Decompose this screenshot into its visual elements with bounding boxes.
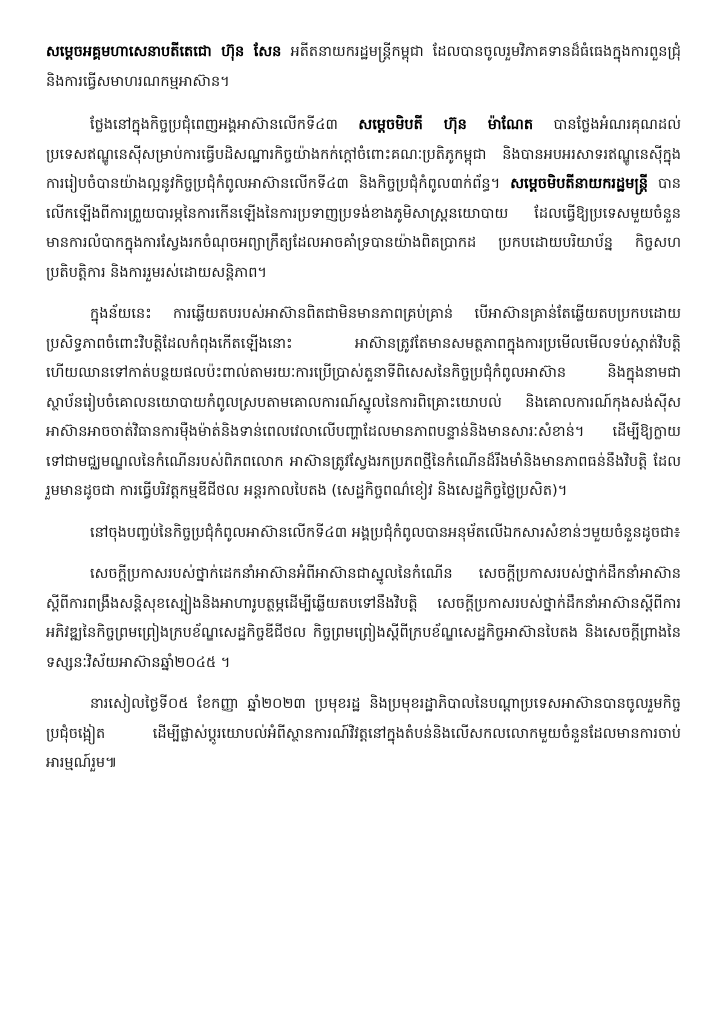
paragraph-4: នៅចុងបញ្ចប់នៃកិច្ចប្រជុំកំពូលអាស៊ានលើកទី៤៣ អង្គប្រជុំកំពូលបានអនុម័តលើឯកសារសំខាន់ៗមួយចំនួនដូចជា៖ [90, 524, 681, 541]
paragraph-2 [46, 111, 681, 288]
paragraph-1-text: អតីតនាយករដ្ឋមន្ត្រីកម្ពុជា ដែលបានចូលរួមវិភាគទានដ៏ធំធេងក្នុងការពួនជ្រុំនិងការធ្វើសមាហរណកម្មអាស៊ាន។ [46, 44, 681, 90]
paragraph-3: ក្នុងន័យនេះ ការឆ្លើយតបរបស់អាស៊ានពិតជាមិនមានភាពគ្រប់គ្រាន់ បើអាស៊ានគ្រាន់តែឆ្លើយតបប្រកបដោយប្រសិទ្ធភាពចំពោះវិបត្តិដែលកំពុងកើតឡើងនោះ អាស៊ានត្រូវតែមានសមត្ថភាពក្នុងការប្រមើលមើលទប់ស្កាត់វិបត្តិ ហើយឈានទៅកាត់បន្ថយផលប៉ះពាល់តាមរយៈការប្រើប្រាស់តួនាទីពិសេសនៃកិច្ចប្រជុំកំពូលអាស៊ាន និងក្នុងនាមជាស្ថាប័នរៀបចំគោលនយោបាយកំពូលស្របតាមគោលការណ៍ស្នូលនៃការពិគ្រោះយោបល់ និងគោលការណ៍កុងសង់ស៊ីស អាស៊ានអាចចាត់វិធានការម៉ឺងម៉ាត់និងទាន់ពេលវេលាលើបញ្ហាដែលមានភាពបន្ទាន់និងមានសារៈសំខាន់។ ដើម្បីឱ្យក្លាយទៅជាមជ្ឈមណ្ឌលនៃកំណើនរបស់ពិភពលោក អាស៊ានត្រូវស្វែងរកប្រភពថ្មីនៃកំណើនដ៏រឹងមាំនិងមានភាពធន់នឹងវិបត្តិ ដែលរួមមានដូចជា ការធ្វើបរិវត្តកម្មឌីជីថល អន្តរកាលបៃតង (សេដ្ឋកិច្ចពណ៌ខៀវ និងសេដ្ឋកិច្ចថ្លៃប្រសិត)។ [46, 306, 681, 499]
paragraph-1 [46, 38, 681, 97]
paragraph-1-bold-title: សម្ដេចអគ្គមហាសេនាបតីតេជោ ហ៊ុន សែន [46, 44, 282, 60]
paragraph-2-intro: ថ្លែងនៅក្នុងកិច្ចប្រជុំពេញអង្គអាស៊ានលើកទី៤៣ [90, 117, 359, 133]
paragraph-5: សេចក្តីប្រកាសរបស់ថ្នាក់ដេកនាំអាស៊ានអំពីអាស៊ានជាស្នូលនៃកំណើន សេចក្តីប្រកាសរបស់ថ្នាក់ដឹកនាំអាស៊ានស្តីពីការពង្រឹងសន្តិសុខស្បៀងនិងអាហារូបត្ថម្ភដើម្បីឆ្លើយតបទៅនឹងវិបត្តិ សេចក្តីប្រកាសរបស់ថ្នាក់ដឹកនាំអាស៊ានស្តីពីការអភិវឌ្ឍនៃកិច្ចព្រមព្រៀងក្របខ័ណ្ឌសេដ្ឋកិច្ចឌីជីថល កិច្ចព្រមព្រៀងស្តីពីក្របខ័ណ្ឌសេដ្ឋកិច្ចអាស៊ានបៃតង និងសេចក្តីព្រាងនៃទស្សនៈវិស័យអាស៊ានឆ្នាំ២០៤៥ ។ [46, 566, 681, 671]
paragraph-2-bold-title: សម្ដេចមិបតីនាយករដ្ឋមន្ត្រី [510, 176, 648, 192]
paragraph-2-end: បានលើកឡើងពីការព្រួយបារម្ភនៃការកើនឡើងនៃការប្រទាញប្រទង់ខាងភូមិសាស្ត្រនយោបាយ ដែលធ្វើឱ្យប្រទេសមួយចំនួនមានការលំបាកក្នុងការស្វែងរកចំណុចអព្យាក្រឹត្យដែលអាចគាំទ្របានយ៉ាងពិតប្រាកដ ប្រកបដោយបរិយាប័ន្ន កិច្ចសហប្រតិបត្តិការ និងការរួមរស់ដោយសន្តិភាព។ [46, 176, 681, 281]
paragraph-2-middle: បានថ្លែងអំណរគុណដល់ប្រទេសឥណ្ឌូនេស៊ីសម្រាប់ការធ្វើបដិសណ្ឋារកិច្ចយ៉ាងកក់ក្ដៅចំពោះគណៈប្រតិភូកម្ពុជា និងបានអបអរសាទរឥណ្ឌូនេស៊ីក្នុងការរៀបចំបានយ៉ាងល្អនូវកិច្ចប្រជុំកំពូលអាស៊ានលើកទី៤៣ និងកិច្ចប្រជុំកំពូល៣ក់ព័ន្ធ។ [46, 117, 681, 192]
paragraph-2-bold-name: សម្ដេចមិបតី ហ៊ុន ម៉ាណែត [358, 117, 534, 133]
paragraph-6: នារសៀលថ្ងៃទី០៥ ខែកញ្ញា ឆ្នាំ២០២៣ ប្រមុខរដ្ឋ និងប្រមុខរដ្ឋាភិបាលនៃបណ្ដាប្រទេសអាស៊ានបានចូលរួមកិច្ចប្រជុំចង្អៀត ដើម្បីផ្លាស់ប្តូរយោបល់អំពីស្ថានការណ៍វិវត្តនៅក្នុងតំបន់និងលើសកលលោកមួយចំនួនដែលមានការចាប់អារម្មណ៍រួម៕ [46, 696, 681, 771]
